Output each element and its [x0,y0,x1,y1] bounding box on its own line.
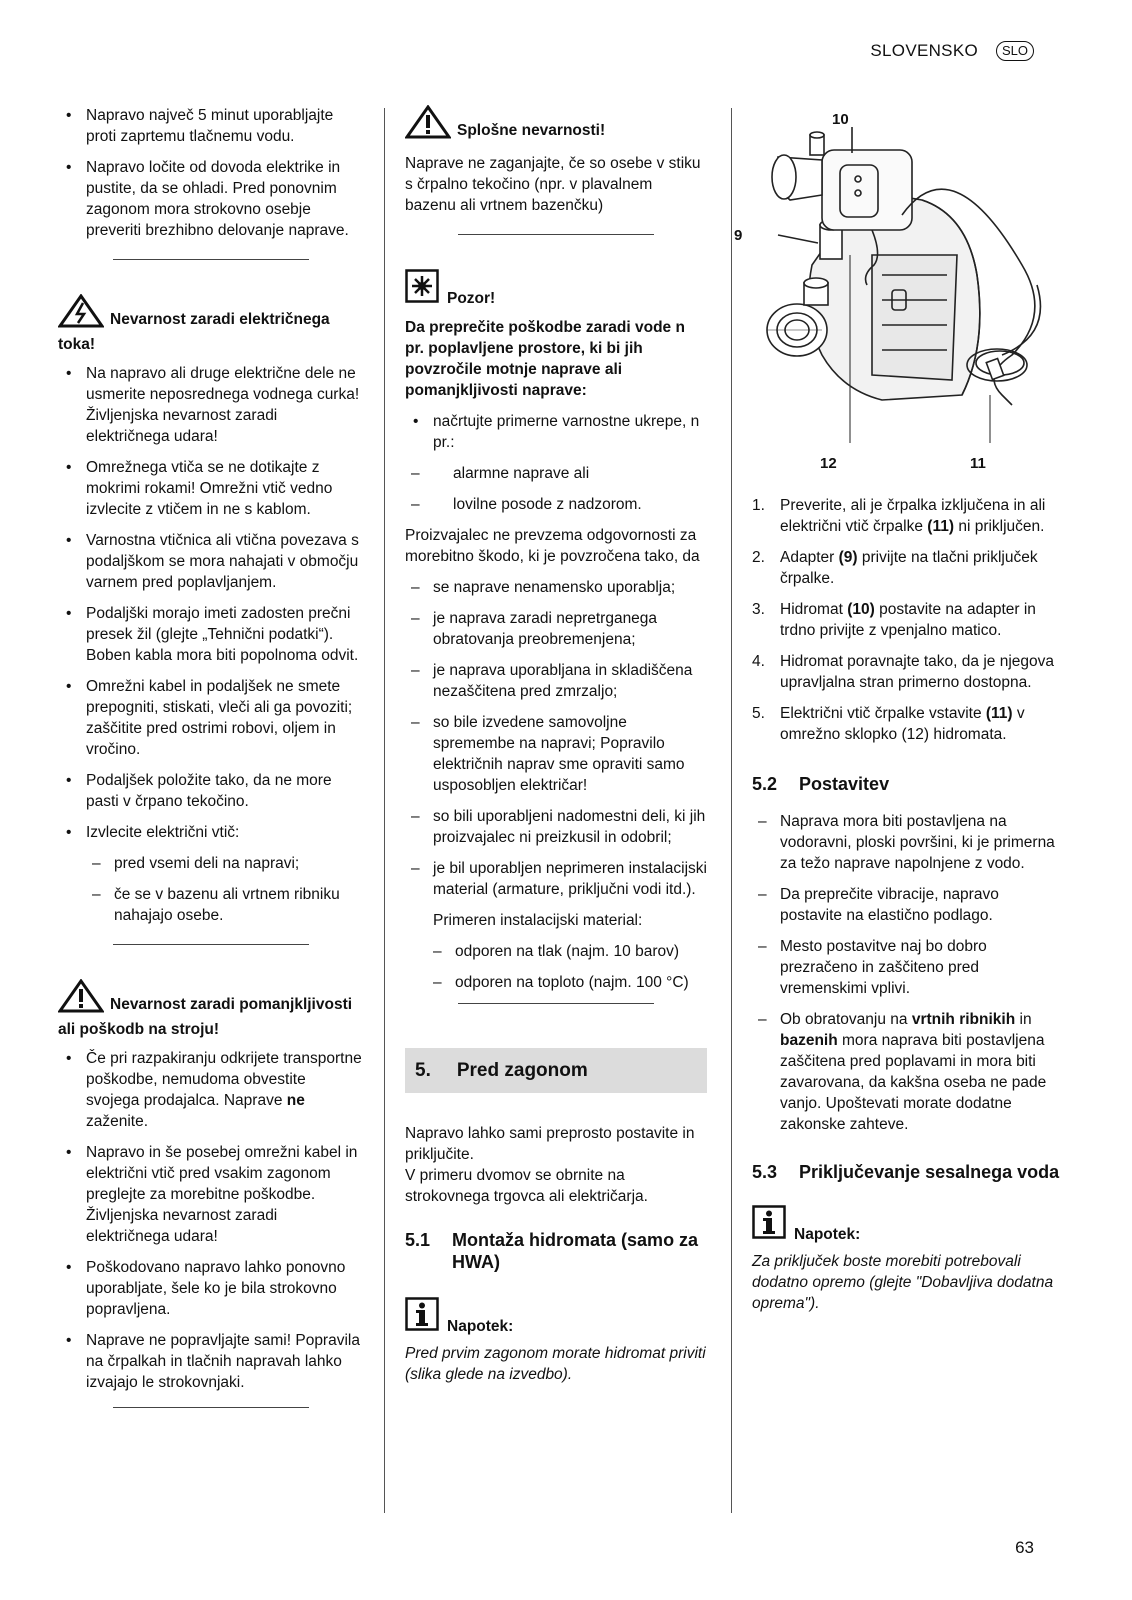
list-item: – je naprava zaradi nepretrganega obratovanja preobremenjena; [405,608,707,650]
list-item: • Podaljški morajo imeti zadosten prečni presek žil (glejte „Tehnični podatki“). Boben kabla mora biti popolnoma odvit. [58,603,363,666]
note-text: Za priključek boste morebiti potrebovali dodatno opremo (glejte "Dobavljiva dodatna oprema"). [752,1253,1054,1312]
warning-icon [58,979,104,1019]
list-item: 1. Preverite, ali je črpalka izključena in ali električni vtič črpalke (11) ni priključen. [752,497,1046,535]
general-warning-text: Naprave ne zaganjajte, če so osebe v stiku s črpalno tekočino (npr. v plavalnem bazenu ali vrtnem bazenčku) [405,155,701,214]
list-item: 4. Hidromat poravnajte tako, da je njegova upravljalna stran primerno dostopna. [752,653,1054,691]
placement-list [752,811,1062,1135]
separator [458,234,654,235]
figure-label: 10 [832,111,849,128]
separator [113,944,309,945]
warning-icon [405,105,451,145]
pump-illustration [752,105,1062,465]
list-item: – Da preprečite vibracije, napravo postavite na elastično podlago. [752,884,1062,926]
separator [113,1407,309,1408]
list-item: – če se v bazenu ali vrtnem ribniku nahajajo osebe. [86,884,363,926]
list-item: 3. Hidromat (10) postavite na adapter in trdno privijte z vpenjalno matico. [752,601,1036,639]
list-item: • Izvlecite električni vtič: – pred vsemi deli na napravi; – če se v bazenu ali vrtnem ribniku nahajajo osebe. [58,822,363,926]
figure-label: 9 [734,227,743,244]
separator [113,259,309,260]
electric-warning-heading: Nevarnost zaradi električnega toka! [58,294,363,355]
page-header [870,40,1034,61]
note-heading: Napotek: [405,1297,707,1337]
section-5-3-heading: 5.3 Priključevanje sesalnega voda [752,1162,1060,1182]
list-item: – Ob obratovanju na vrtnih ribnikih in bazenih mora naprava biti postavljena zaščitena pred poplavami in mora biti zavarovana, da kakšna oseba ne pade vanjo. Upoštevati morate dodatne zakonske zahteve. [752,1009,1062,1135]
language-label: SLOVENSKO [870,41,978,60]
list-item: – so bile izvedene samovoljne spremembe na napravi; Popravilo električnih naprav sme opraviti samo usposobljen električar! [405,712,707,796]
list-item: – pred vsemi deli na napravi; [86,853,363,874]
list-item: – lovilne posode z nadzorom. [405,494,707,515]
list-item: 2. Adapter (9) privijte na tlačni priključek črpalke. [752,549,1038,587]
column-1 [58,105,363,1408]
pump-figure [734,105,1062,472]
list-item: • Podaljšek položite tako, da ne more pasti v črpano tekočino. [58,770,363,812]
list-item: 5. Električni vtič črpalke vstavite (11) v omrežno sklopko (12) hidromata. [752,705,1025,743]
list-item: – Mesto postavitve naj bo dobro prezračeno in zaščiteno pred vremenskimi vplivi. [752,936,1062,999]
electric-warning-list [58,363,363,926]
section-5-text: Napravo lahko sami preprosto postavite in priključite. [405,1125,695,1163]
sub-list [86,853,363,926]
list-item: • Napravo ločite od dovoda elektrike in pustite, da se ohladi. Pred ponovnim zagonom mora strokovno osebje preveriti brezhibno delovanje naprave. [58,157,363,241]
note-text: Pred prvim zagonom morate hidromat priviti (slika glede na izvedbo). [405,1345,706,1383]
figure-label: 12 [820,455,837,472]
list-item: – Naprava mora biti postavljena na vodoravni, ploski površini, ki je primerna za težo naprave napolnjene z vodo. [752,811,1062,874]
note-heading: Napotek: [752,1205,1062,1245]
list-item: • Omrežni kabel in podaljšek ne smete prepogniti, stiskati, vleči ali ga povoziti; zaščitite pred ostrimi robovi, oljem in vročino. [58,676,363,760]
list-item: • Naprave ne popravljajte sami! Popravila na črpalkah in tlačnih napravah lahko izvajajo le strokovnjaki. [58,1330,363,1393]
column-divider [731,108,732,1513]
figure-label: 11 [970,455,986,472]
separator [458,1003,654,1004]
material-list [405,941,707,993]
list-item: – je bil uporabljen neprimeren instalacijski material (armature, priključni vodi itd.). [405,858,707,900]
list-item: – se naprave nenamensko uporablja; [405,577,707,598]
list-item: • Varnostna vtičnica ali vtična povezava s podaljškom se mora nahajati v območju varnem pred poplavljanjem. [58,530,363,593]
list-item: • Poškodovano napravo lahko ponovno uporabljate, šele ko je bila strokovno popravljena. [58,1257,363,1320]
column-2 [405,105,707,1395]
caution-text: Da preprečite poškodbe zaradi vode n pr. poplavljene prostore, ki bi jih povzročile motnje naprave ali pomanjkljivosti naprave: [405,319,685,399]
list-item: • Če pri razpakiranju odkrijete transportne poškodbe, nemudoma obvestite svojega prodajalca. Naprave ne zaženite. [58,1048,363,1132]
section-5-1-heading: 5.1 Montaža hidromata (samo za HWA) [405,1230,699,1272]
defect-warning-list [58,1048,363,1393]
info-icon [405,1297,439,1337]
sub-list [405,463,707,515]
section-5-heading: 5. Pred zagonom [405,1048,707,1093]
liability-text: Proizvajalec ne prevzema odgovornosti za morebitno škodo, ki je povzročena tako, da [405,527,700,565]
list-item: • Na napravo ali druge električne dele ne usmerite neposrednega vodnega curka! Življenjska nevarnost zaradi električnega udara! [58,363,363,447]
list-item: • Napravo in še posebej omrežni kabel in električni vtič pred vsakim zagonom preglejte za morebitne poškodbe. Življenjska nevarnost zaradi električnega udara! [58,1142,363,1247]
caution-icon [405,269,439,309]
list-item: – odporen na tlak (najm. 10 barov) [427,941,707,962]
page-number: 63 [1015,1538,1034,1557]
intro-bullets [58,105,363,241]
section-5-2-heading: 5.2 Postavitev [752,774,890,794]
defect-warning-heading: Nevarnost zaradi pomanjkljivosti ali poškodb na stroju! [58,979,363,1040]
liability-list [405,577,707,900]
info-icon [752,1205,786,1245]
language-badge: SLO [996,41,1034,61]
list-item: – je naprava uporabljana in skladiščena nezaščitena pred zmrzaljo; [405,660,707,702]
column-divider [384,108,385,1513]
column-3 [734,105,1062,1324]
mounting-steps [752,495,1062,745]
caution-heading: Pozor! [405,269,707,309]
list-item: – so bili uporabljeni nadomestni deli, ki jih proizvajalec ni preizkusil in odobril; [405,806,707,848]
list-item: – odporen na toploto (najm. 100 °C) [427,972,707,993]
list-item: • Napravo največ 5 minut uporabljajte proti zaprtemu tlačnemu vodu. [58,105,363,147]
section-5-text: V primeru dvomov se obrnite na strokovnega trgovca ali električarja. [405,1167,648,1205]
list-item: • Omrežnega vtiča se ne dotikajte z mokrimi rokami! Omrežni vtič vedno izvlecite z vtičem in ne s kablom. [58,457,363,520]
list-item: – alarmne naprave ali [405,463,707,484]
list-item: • načrtujte primerne varnostne ukrepe, n pr.: – alarmne naprave ali – lovilne posode z nadzorom. [405,411,707,515]
electric-hazard-icon [58,294,104,334]
caution-list [405,411,707,515]
material-title: Primeren instalacijski material: [433,912,643,929]
general-warning-heading: Splošne nevarnosti! [405,105,707,145]
